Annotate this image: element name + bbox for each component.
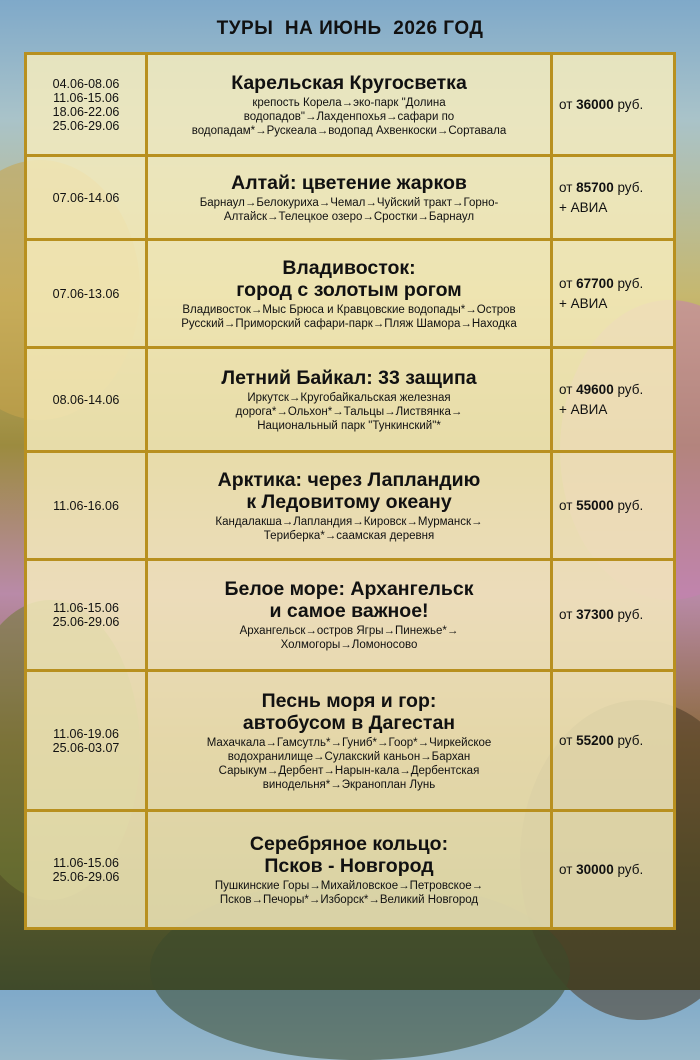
tour-name xyxy=(148,367,550,389)
price-amount: 55000 xyxy=(576,497,614,513)
tour-name-line: и самое важное! xyxy=(269,600,429,622)
tour-route-line: Сарыкум→Дербент→Нарын-кала→Дербентская xyxy=(218,764,480,777)
price-amount: 37300 xyxy=(576,607,614,622)
tour-route-line: дорога*→Ольхон*→Тальцы→Листвянка→ xyxy=(235,405,463,418)
tour-route xyxy=(148,736,550,792)
tour-description xyxy=(147,452,552,560)
tour-name-line: Псков - Новгород xyxy=(264,854,434,877)
tour-dates xyxy=(26,811,147,929)
tour-route-line: Русский→Приморский сафари-парк→Пляж Шамора→Находка xyxy=(181,317,517,330)
price-currency: руб. xyxy=(613,732,644,748)
tour-route-line: Холмогоры→Ломоносово xyxy=(280,639,418,651)
tour-price xyxy=(552,452,675,560)
tour-date: 11.06-19.06 xyxy=(53,726,119,741)
tour-description xyxy=(147,811,552,929)
tour-name xyxy=(148,833,550,877)
tour-route-line: Псков→Печоры*→Изборск*→Великий Новгород xyxy=(219,893,479,906)
tour-route xyxy=(148,96,550,138)
tour-price xyxy=(552,811,675,929)
price-currency: руб. xyxy=(613,96,644,112)
tour-route-line: водопадов"→Лахденпохья→сафари по xyxy=(243,110,455,123)
tour-name xyxy=(148,578,550,622)
price-prefix: от xyxy=(559,381,577,397)
tour-date: 25.06-29.06 xyxy=(52,118,120,133)
tour-date: 04.06-08.06 xyxy=(52,76,120,91)
tour-route xyxy=(148,391,550,433)
tour-name-line: Песнь моря и гор: xyxy=(261,689,437,712)
tour-price xyxy=(552,560,675,671)
tour-price xyxy=(552,348,675,452)
tour-route xyxy=(148,624,550,652)
tour-route-line: Барнаул→Белокуриха→Чемал→Чуйский тракт→Горно- xyxy=(199,196,499,209)
tour-route xyxy=(148,515,550,543)
tour-name-line: Владивосток: xyxy=(282,256,416,279)
tour-date: 11.06-15.06 xyxy=(53,855,119,870)
price-currency: руб. xyxy=(613,861,644,877)
tour-description xyxy=(147,348,552,452)
tour-name-line: город с золотым рогом xyxy=(236,278,462,301)
tour-name xyxy=(148,257,550,301)
tour-row xyxy=(26,156,675,240)
tour-name xyxy=(148,690,550,734)
tour-route xyxy=(148,196,550,224)
price-amount: 67700 xyxy=(576,275,614,291)
price-prefix: от xyxy=(559,497,577,513)
price-line xyxy=(559,380,673,400)
tour-description xyxy=(147,156,552,240)
tour-date: 07.06-14.06 xyxy=(52,190,120,205)
tour-price xyxy=(552,240,675,348)
price-line xyxy=(559,731,673,751)
tour-row xyxy=(26,240,675,348)
tour-date: 11.06-15.06 xyxy=(53,90,119,105)
tour-route-line: Кандалакша→Лапландия→Кировск→Мурманск→ xyxy=(215,515,483,528)
price-amount: 30000 xyxy=(576,861,614,877)
price-currency: руб. xyxy=(613,179,644,195)
price-prefix: от xyxy=(559,732,577,748)
tour-route-line: Иркутск→Кругобайкальская железная xyxy=(247,391,451,404)
tour-row xyxy=(26,452,675,560)
tour-description xyxy=(147,240,552,348)
tour-dates xyxy=(26,560,147,671)
price-prefix: от xyxy=(559,861,577,877)
price-amount: 55200 xyxy=(576,732,614,748)
tour-route-line: Алтайск→Телецкое озеро→Сростки→Барнаул xyxy=(223,210,475,223)
tour-name-line: Карельская Кругосветка xyxy=(231,71,467,94)
tour-price xyxy=(552,156,675,240)
tour-dates xyxy=(26,156,147,240)
tour-route-line: Пушкинские Горы→Михайловское→Петровское→ xyxy=(214,879,484,892)
tour-dates xyxy=(26,348,147,452)
tour-price xyxy=(552,54,675,156)
price-line xyxy=(559,605,673,625)
tour-dates xyxy=(26,54,147,156)
tour-route-line: Владивосток→Мыс Брюса и Кравцовские водопады*→Остров xyxy=(182,303,516,316)
price-line xyxy=(559,496,673,516)
price-line xyxy=(559,178,673,198)
price-currency: руб. xyxy=(613,607,644,622)
price-amount: 85700 xyxy=(576,179,614,195)
price-line xyxy=(559,860,673,880)
tour-name-line: к Ледовитому океану xyxy=(246,490,452,513)
tour-name-line: автобусом в Дагестан xyxy=(242,711,456,734)
tour-route xyxy=(148,303,550,331)
tour-row xyxy=(26,54,675,156)
price-extra-avia: + АВИА xyxy=(559,401,608,417)
tours-table xyxy=(24,52,676,930)
tour-dates xyxy=(26,240,147,348)
tour-route-line: Архангельск→остров Ягры→Пинежье*→ xyxy=(239,625,459,637)
tour-description xyxy=(147,671,552,811)
tour-date: 25.06-03.07 xyxy=(52,740,120,755)
tour-price xyxy=(552,671,675,811)
tour-date: 25.06-29.06 xyxy=(52,615,120,629)
tour-date: 07.06-13.06 xyxy=(52,286,120,301)
tour-name-line: Летний Байкал: 33 защипа xyxy=(221,366,477,389)
tour-row xyxy=(26,348,675,452)
tour-row xyxy=(26,811,675,929)
price-amount: 49600 xyxy=(576,381,614,397)
tour-route-line: Териберка*→саамская деревня xyxy=(263,529,435,542)
price-prefix: от xyxy=(559,275,577,291)
price-extra-avia: + АВИА xyxy=(559,199,608,215)
tour-description xyxy=(147,560,552,671)
tour-date: 18.06-22.06 xyxy=(52,104,120,119)
tour-name-line: Алтай: цветение жарков xyxy=(231,171,467,194)
tour-name-line: Белое море: Архангельск xyxy=(224,578,474,600)
tour-route-line: Махачкала→Гамсутль*→Гуниб*→Гоор*→Чиркейское xyxy=(206,736,492,749)
price-currency: руб. xyxy=(613,381,644,397)
tour-route-line: водопадам*→Рускеала→водопад Ахвенкоски→Сортавала xyxy=(191,124,507,137)
tour-date: 08.06-14.06 xyxy=(52,392,120,407)
tour-row xyxy=(26,560,675,671)
page-title: ТУРЫ НА ИЮНЬ 2026 ГОД xyxy=(216,18,484,39)
tour-date: 11.06-15.06 xyxy=(53,601,119,615)
price-extra-avia: + АВИА xyxy=(559,295,608,311)
tour-row xyxy=(26,671,675,811)
tour-dates xyxy=(26,452,147,560)
tour-route-line: крепость Корела→эко-парк "Долина xyxy=(252,96,446,109)
price-prefix: от xyxy=(559,607,577,622)
tour-date: 25.06-29.06 xyxy=(52,869,120,884)
tour-name xyxy=(148,172,550,194)
price-line xyxy=(559,274,673,294)
price-currency: руб. xyxy=(613,275,644,291)
tour-name xyxy=(148,72,550,94)
price-currency: руб. xyxy=(613,497,644,513)
tour-route xyxy=(148,879,550,907)
price-line xyxy=(559,95,673,115)
tour-dates xyxy=(26,671,147,811)
tour-name-line: Арктика: через Лапландию xyxy=(217,468,481,491)
price-prefix: от xyxy=(559,179,577,195)
price-amount: 36000 xyxy=(576,96,614,112)
tour-description xyxy=(147,54,552,156)
price-prefix: от xyxy=(559,96,577,112)
tour-name-line: Серебряное кольцо: xyxy=(249,832,449,855)
tour-date: 11.06-16.06 xyxy=(53,498,119,513)
tour-route-line: водохранилище→Сулакский каньон→Бархан xyxy=(227,750,471,763)
tour-route-line: Национальный парк "Тункинский"* xyxy=(257,419,441,432)
tour-name xyxy=(148,469,550,513)
tour-route-line: винодельня*→Экраноплан Лунь xyxy=(262,778,436,791)
